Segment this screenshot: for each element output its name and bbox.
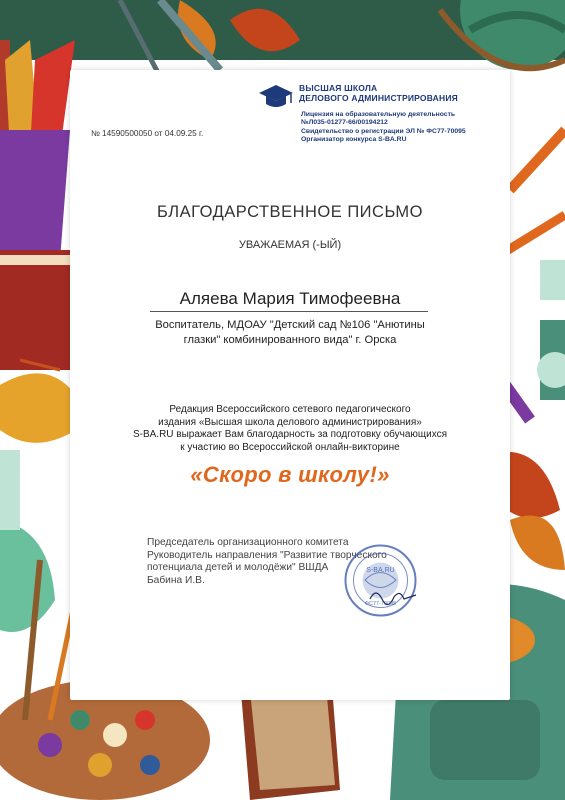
svg-text:S-BA.RU: S-BA.RU (366, 567, 395, 574)
handwritten-signature (368, 585, 418, 607)
license-text: Лицензия на образовательную деятельность (301, 111, 456, 118)
body-line3: S-BA.RU выражает Вам благодарность за подготовку обучающихся (132, 429, 448, 440)
recipient-position (110, 318, 470, 348)
gratitude-text (70, 404, 510, 454)
certificate-sheet (70, 70, 510, 700)
svg-text:ФС77-70095: ФС77-70095 (364, 601, 397, 607)
body-line4: к участию во Всероссийской онлайн-викторине (180, 441, 400, 453)
organization-logo (258, 83, 458, 110)
org-name-line2: ДЕЛОВОГО АДМИНИСТРИРОВАНИЯ (299, 93, 458, 103)
document-number: № 14590500050 от 04.09.25 г. (91, 129, 204, 138)
signatory-title2: Руководитель направления "Развитие творческого (147, 549, 387, 561)
recipient-name: Аляева Мария Тимофеевна (179, 289, 401, 308)
body-line1: Редакция Всероссийского сетевого педагогического (169, 404, 411, 415)
organizer-text: Организатор конкурса S-BA.RU (301, 136, 407, 144)
contest-name: «Скоро в школу!» (190, 462, 390, 487)
org-credentials (301, 111, 511, 145)
recipient-position-line1: Воспитатель, МДОАУ "Детский сад №106 "Анютины (155, 319, 425, 331)
salutation: УВАЖАЕМАЯ (-ЫЙ) (238, 239, 342, 251)
signatory-title1: Председатель организационного комитета (147, 537, 349, 548)
recipient-position-line2: глазки" комбинированного вида" г. Орска (183, 334, 397, 346)
license-number: №Л035-01277-66/00194212 (301, 119, 388, 127)
name-underline (150, 311, 428, 312)
org-name-line1: ВЫСШАЯ ШКОЛА (299, 83, 378, 93)
document-title: БЛАГОДАРСТВЕННОЕ ПИСЬМО (156, 203, 424, 221)
registration-text: Свидетельство о регистрации ЭЛ № ФС77-70095 (301, 127, 466, 135)
signatory-title3: потенциала детей и молодёжи" ВШДА (147, 562, 329, 573)
body-line2: издания «Высшая школа делового администрирования» (158, 416, 422, 428)
graduation-cap-icon (258, 84, 294, 110)
signatory-name: Бабина И.В. (147, 574, 205, 586)
